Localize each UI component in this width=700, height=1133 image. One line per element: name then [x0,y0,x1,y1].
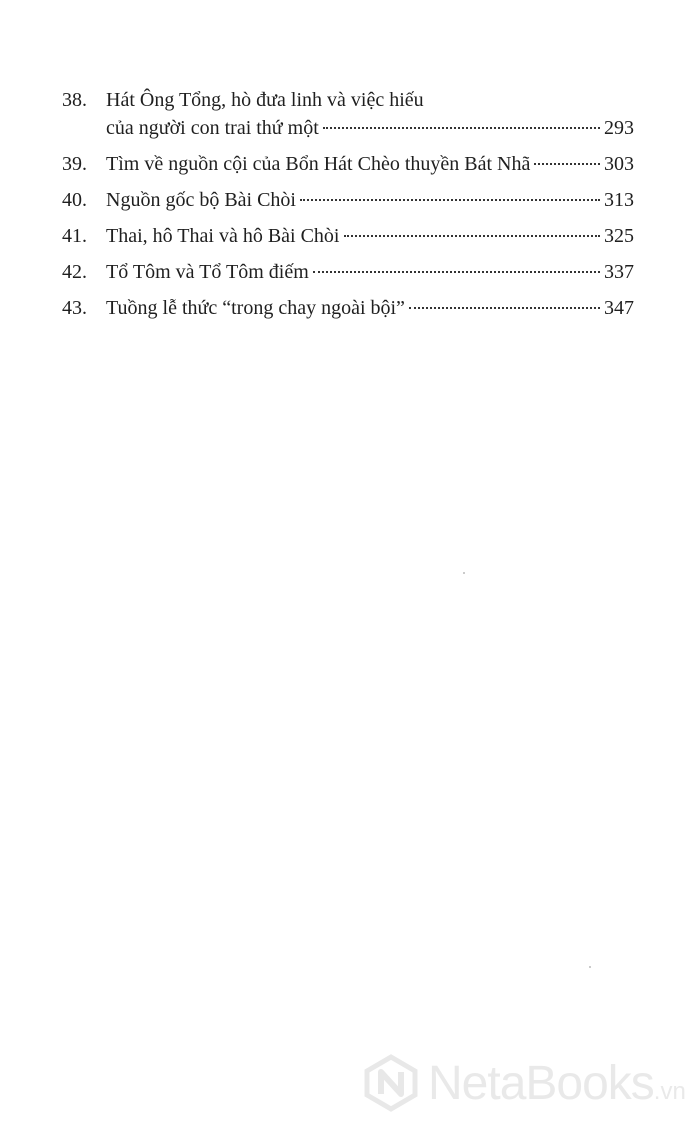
toc-entry-page: 347 [604,297,634,319]
toc-entry-title: Thai, hô Thai và hô Bài Chòi [106,225,340,247]
toc-entry-number: 38. [62,89,87,111]
watermark-suffix: .vn [653,1078,686,1105]
toc-entry-page: 293 [604,117,634,139]
toc-entry-title: Tìm về nguồn cội của Bổn Hát Chèo thuyền Bát Nhã [106,153,531,175]
netabooks-watermark [362,1048,692,1118]
toc-entry-title: Nguồn gốc bộ Bài Chòi [106,189,296,211]
toc-entry-38 [62,86,634,142]
watermark-brand-text [428,1056,686,1120]
toc-entry-page: 337 [604,261,634,283]
toc-entry-title: của người con trai thứ một [106,117,319,139]
toc-entry-number: 42. [62,261,87,283]
dot-leader [534,163,600,165]
table-of-contents [62,86,634,330]
paper-speck [463,572,465,574]
watermark-brand: NetaBooks [428,1057,654,1110]
netabooks-logo-icon [362,1054,420,1112]
toc-entry-43 [62,294,634,322]
toc-entry-title: Tuồng lễ thức “trong chay ngoài bội” [106,297,405,319]
toc-entry-42 [62,258,634,286]
toc-entry-page: 303 [604,153,634,175]
dot-leader [409,307,600,309]
toc-entry-40 [62,186,634,214]
paper-speck [589,966,591,968]
toc-entry-page: 325 [604,225,634,247]
toc-entry-title: Tổ Tôm và Tổ Tôm điếm [106,261,309,283]
toc-entry-page: 313 [604,189,634,211]
dot-leader [323,127,600,129]
toc-entry-title-line-1: Hát Ông Tổng, hò đưa linh và việc hiếu [106,89,424,111]
dot-leader [300,199,600,201]
toc-entry-number: 40. [62,189,87,211]
dot-leader [313,271,600,273]
toc-entry-41 [62,222,634,250]
toc-entry-39 [62,150,634,178]
toc-entry-number: 43. [62,297,87,319]
toc-entry-number: 41. [62,225,87,247]
dot-leader [344,235,601,237]
toc-entry-number: 39. [62,153,87,175]
